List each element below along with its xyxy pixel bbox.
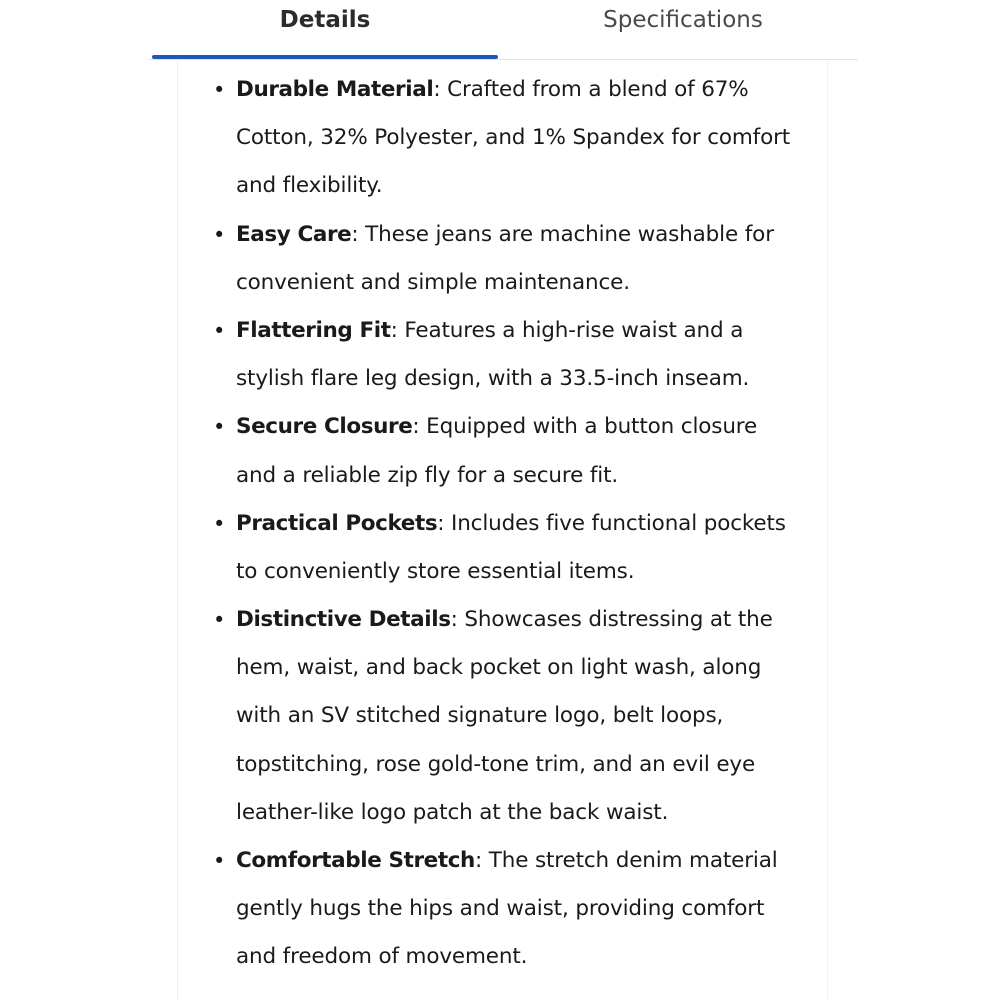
bullet-icon: • [213, 608, 226, 633]
list-item-distinctive-details [0, 596, 790, 837]
list-item-line [0, 211, 790, 259]
item-term: Easy Care [236, 221, 352, 247]
item-text: : Features a high-rise waist and a [390, 317, 744, 343]
tab-details[interactable]: Details [279, 7, 371, 33]
item-text: : Equipped with a button closure [412, 414, 758, 440]
list-item-line: and flexibility. [236, 173, 383, 199]
list-item-line [0, 596, 790, 644]
bullet-icon: • [213, 78, 226, 102]
list-item-flattering-fit [0, 307, 790, 403]
tab-bar [148, 0, 858, 61]
list-item-line: topstitching, rose gold-tone trim, and an evil eye [236, 751, 756, 777]
list-item-line [0, 837, 790, 885]
list-item-line: hem, waist, and back pocket on light wash, along [236, 655, 762, 681]
item-text: : These jeans are machine washable for [351, 221, 774, 247]
list-item-secure-closure [0, 403, 790, 499]
list-item-line [0, 500, 790, 548]
list-item-line: and a reliable zip fly for a secure fit. [236, 462, 619, 488]
list-item-line: to conveniently store essential items. [236, 558, 635, 584]
list-item-line [0, 307, 790, 355]
item-text: : The stretch denim material [474, 848, 778, 873]
item-term: Comfortable Stretch [236, 848, 475, 873]
item-term: Secure Closure [236, 414, 413, 440]
list-item-line: with an SV stitched signature logo, belt loops, [236, 703, 724, 729]
bullet-icon: • [213, 318, 226, 343]
list-item-durable-material [0, 66, 790, 211]
list-item-line: gently hugs the hips and waist, providing comfort [236, 896, 765, 922]
item-term: Distinctive Details [236, 607, 451, 633]
item-term: Durable Material [236, 77, 434, 102]
list-item-line: and freedom of movement. [236, 944, 528, 970]
item-text: : Crafted from a blend of 67% [433, 77, 749, 102]
item-term: Practical Pockets [236, 510, 438, 536]
panel-border [827, 60, 828, 1000]
list-item-line: Cotton, 32% Polyester, and 1% Spandex for comfort [236, 125, 791, 151]
list-item-line [0, 66, 790, 114]
list-item-line [0, 403, 790, 451]
item-text: : Includes five functional pockets [437, 510, 786, 536]
list-item-line: convenient and simple maintenance. [236, 269, 630, 295]
list-item-practical-pockets [0, 500, 790, 596]
list-item-line: leather-like logo patch at the back waist. [236, 799, 669, 825]
tab-specifications[interactable]: Specifications [603, 7, 763, 33]
bullet-icon: • [213, 415, 226, 440]
tab-divider [148, 59, 858, 60]
bullet-icon: • [213, 222, 226, 247]
list-item-easy-care [0, 211, 790, 307]
item-text: : Showcases distressing at the [450, 607, 773, 633]
list-item-line: stylish flare leg design, with a 33.5-inch inseam. [236, 366, 750, 392]
bullet-icon: • [213, 849, 226, 873]
item-term: Flattering Fit [236, 317, 391, 343]
list-item-comfortable-stretch [0, 837, 790, 982]
details-list [0, 66, 790, 982]
bullet-icon: • [213, 511, 226, 536]
